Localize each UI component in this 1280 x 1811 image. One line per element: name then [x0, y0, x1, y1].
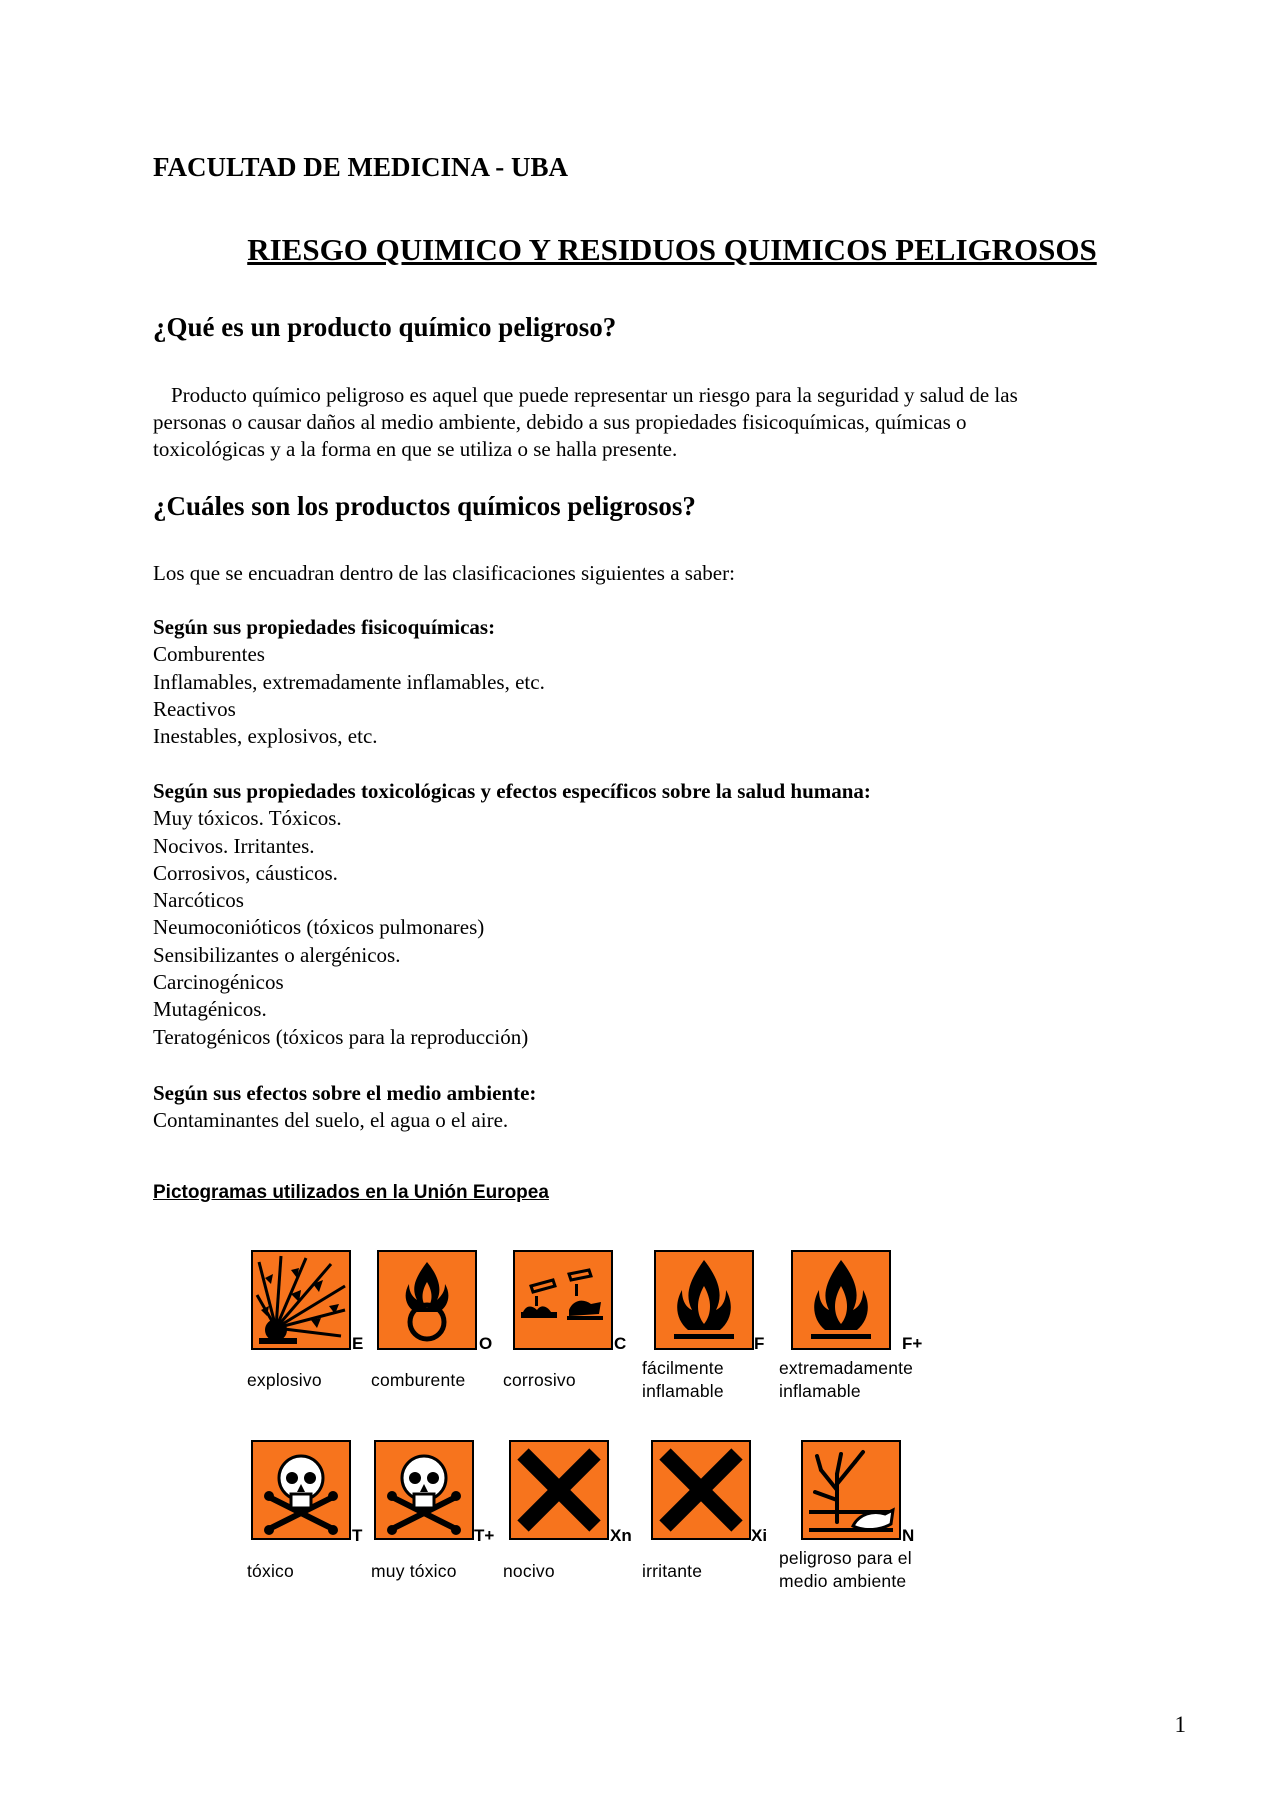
- pictogram-label: explosivo: [247, 1370, 322, 1390]
- hazard-code-t-plus: T+: [474, 1526, 495, 1545]
- paragraph-line: personas o causar daños al medio ambiente, debido a sus propiedades fisicoquímicas, químicas o: [153, 410, 967, 434]
- environment-icon: [801, 1440, 901, 1540]
- pictogram-label: corrosivo: [503, 1370, 576, 1390]
- section-heading-what: ¿Qué es un producto químico peligroso?: [153, 312, 617, 342]
- group-title: Según sus propiedades fisicoquímicas:: [153, 615, 496, 639]
- skull-crossbones-icon: [251, 1440, 351, 1540]
- list-item: Contaminantes del suelo, el agua o el aire.: [153, 1108, 509, 1133]
- pictogram-label: [779, 1547, 912, 1593]
- pictogram-label: irritante: [642, 1561, 703, 1581]
- hazard-code-t: T: [352, 1526, 363, 1545]
- hazard-code-c: C: [614, 1334, 627, 1353]
- list-item: Teratogénicos (tóxicos para la reproducción): [153, 1024, 529, 1049]
- hazard-code-e: E: [352, 1334, 364, 1353]
- group-title: Según sus propiedades toxicológicas y efectos específicos sobre la salud humana:: [153, 779, 871, 803]
- list-item: Neumoconióticos (tóxicos pulmonares): [153, 915, 485, 940]
- paragraph-line: Producto químico peligroso es aquel que puede representar un riesgo para la seguridad y salud de las: [171, 383, 1018, 407]
- cross-icon: [509, 1440, 609, 1540]
- hazard-code-f-plus: F+: [902, 1334, 923, 1353]
- definition-paragraph: [153, 382, 1143, 463]
- hazard-code-xi: Xi: [751, 1526, 768, 1545]
- hazard-code-o: O: [479, 1334, 493, 1353]
- cross-icon: [651, 1440, 751, 1540]
- label-line: inflamable: [779, 1381, 861, 1401]
- paragraph-line: toxicológicas y a la forma en que se utiliza o se halla presente.: [153, 437, 678, 461]
- flame-over-circle-icon: [377, 1250, 477, 1350]
- pictogram-label: tóxico: [247, 1561, 294, 1581]
- hazard-code-f: F: [754, 1334, 765, 1353]
- list-item: Reactivos: [153, 696, 236, 721]
- list-item: Comburentes: [153, 642, 265, 667]
- pictogram-label: [642, 1357, 724, 1403]
- flame-icon: [654, 1250, 754, 1350]
- corrosion-icon: [513, 1250, 613, 1350]
- section-heading-which: ¿Cuáles son los productos químicos peligrosos?: [153, 491, 696, 521]
- classification-intro: Los que se encuadran dentro de las clasificaciones siguientes a saber:: [153, 561, 735, 585]
- group-toxicological: [153, 778, 871, 1051]
- list-item: Carcinogénicos: [153, 970, 284, 995]
- list-item: Nocivos. Irritantes.: [153, 833, 315, 858]
- list-item: Inestables, explosivos, etc.: [153, 724, 378, 749]
- page-title: RIESGO QUIMICO Y RESIDUOS QUIMICOS PELIGROSOS: [247, 232, 1097, 267]
- flame-icon: [791, 1250, 891, 1350]
- pictogram-label: comburente: [371, 1370, 466, 1390]
- hazard-code-n: N: [902, 1526, 915, 1545]
- pictograms-heading: Pictogramas utilizados en la Unión Europea: [153, 1182, 549, 1203]
- pictogram-label: muy tóxico: [371, 1561, 457, 1581]
- pictogram-label: nocivo: [503, 1561, 555, 1581]
- hazard-code-xn: Xn: [610, 1526, 632, 1545]
- page-number: 1: [1174, 1712, 1186, 1737]
- pictogram-label: [779, 1357, 913, 1403]
- list-item: Muy tóxicos. Tóxicos.: [153, 806, 342, 831]
- list-item: Sensibilizantes o alergénicos.: [153, 942, 401, 967]
- group-physicochemical: [153, 614, 545, 750]
- list-item: Mutagénicos.: [153, 997, 267, 1022]
- label-line: peligroso para el: [779, 1548, 912, 1568]
- explosion-icon: [251, 1250, 351, 1350]
- list-item: Narcóticos: [153, 888, 244, 913]
- list-item: Inflamables, extremadamente inflamables, etc.: [153, 669, 545, 694]
- faculty-name: FACULTAD DE MEDICINA - UBA: [153, 152, 569, 182]
- list-item: Corrosivos, cáusticos.: [153, 860, 338, 885]
- label-line: fácilmente: [642, 1358, 724, 1378]
- label-line: extremadamente: [779, 1358, 914, 1378]
- label-line: medio ambiente: [779, 1571, 907, 1591]
- skull-crossbones-icon: [374, 1440, 474, 1540]
- label-line: inflamable: [642, 1381, 724, 1401]
- group-environment: [153, 1080, 536, 1135]
- group-title: Según sus efectos sobre el medio ambiente:: [153, 1081, 537, 1105]
